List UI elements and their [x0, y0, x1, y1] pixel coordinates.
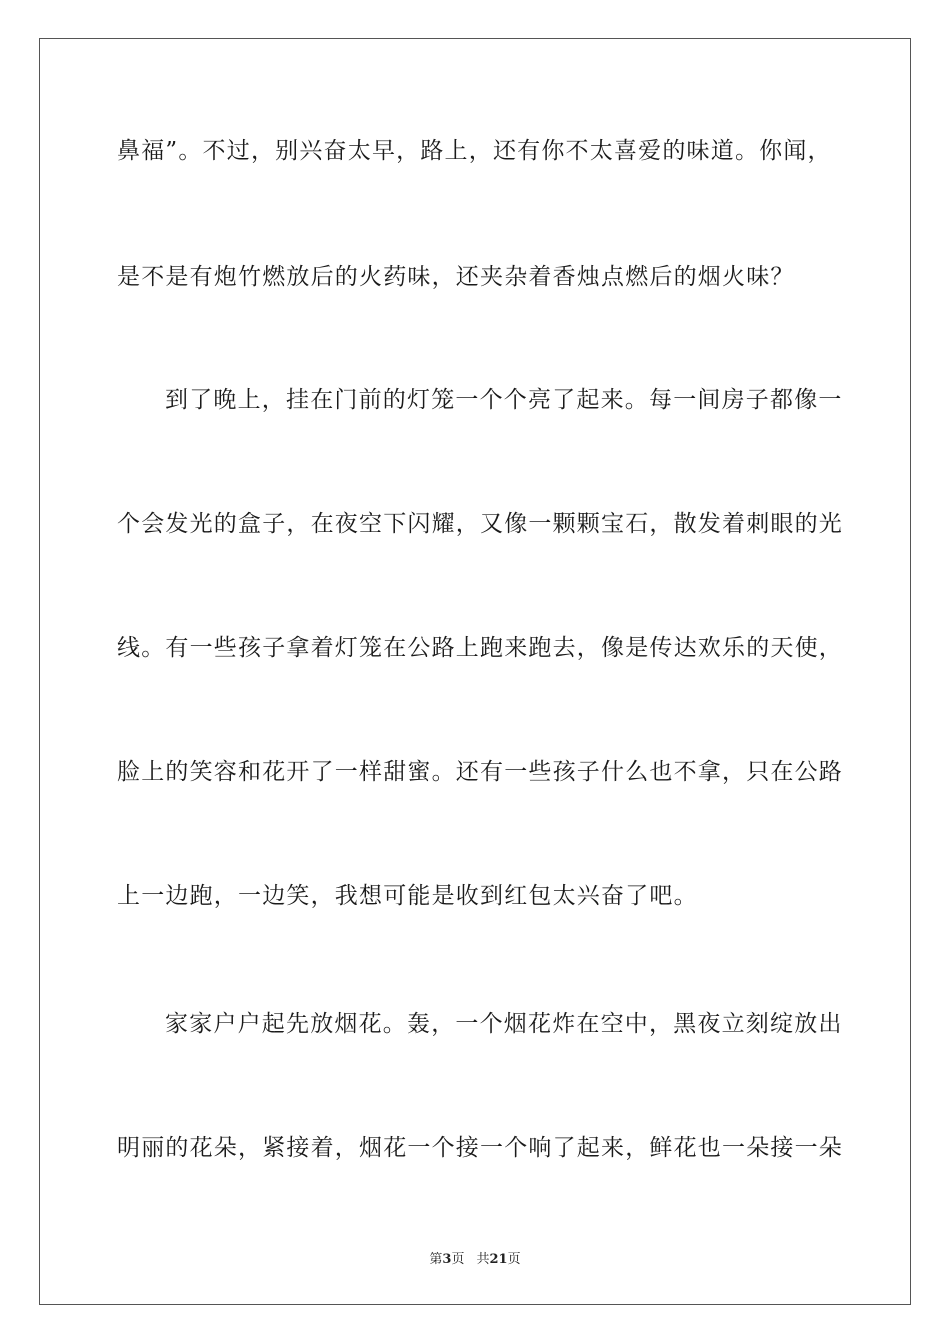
text-line-2: 是不是有炮竹燃放后的火药味，还夹杂着香烛点燃后的烟火味？ [117, 264, 795, 290]
page-suffix: 页 [451, 1252, 465, 1267]
total-prefix: 共 [476, 1252, 490, 1267]
text-line-4: 个会发光的盒子，在夜空下闪耀，又像一颗颗宝石，散发着刺眼的光 [117, 511, 843, 537]
text-line-5: 线。有一些孩子拿着灯笼在公路上跑来跑去，像是传达欢乐的天使， [117, 635, 843, 661]
total-suffix: 页 [507, 1252, 521, 1267]
page-footer [0, 1248, 950, 1267]
text-line-3: 到了晚上，挂在门前的灯笼一个个亮了起来。每一间房子都像一 [165, 387, 843, 413]
page-border [39, 38, 911, 1305]
text-line-8: 家家户户起先放烟花。轰，一个烟花炸在空中，黑夜立刻绽放出 [165, 1011, 843, 1037]
text-line-7: 上一边跑，一边笑，我想可能是收到红包太兴奋了吧。 [117, 883, 698, 909]
page-prefix: 第 [429, 1252, 443, 1267]
total-pages: 21 [489, 1252, 508, 1267]
text-line-9: 明丽的花朵，紧接着，烟花一个接一个响了起来，鲜花也一朵接一朵 [117, 1135, 843, 1161]
text-line-6: 脸上的笑容和花开了一样甜蜜。还有一些孩子什么也不拿，只在公路 [117, 759, 843, 785]
text-line-1: 鼻福”。不过，别兴奋太早，路上，还有你不太喜爱的味道。你闻， [117, 138, 832, 164]
page-number: 3 [442, 1252, 452, 1267]
